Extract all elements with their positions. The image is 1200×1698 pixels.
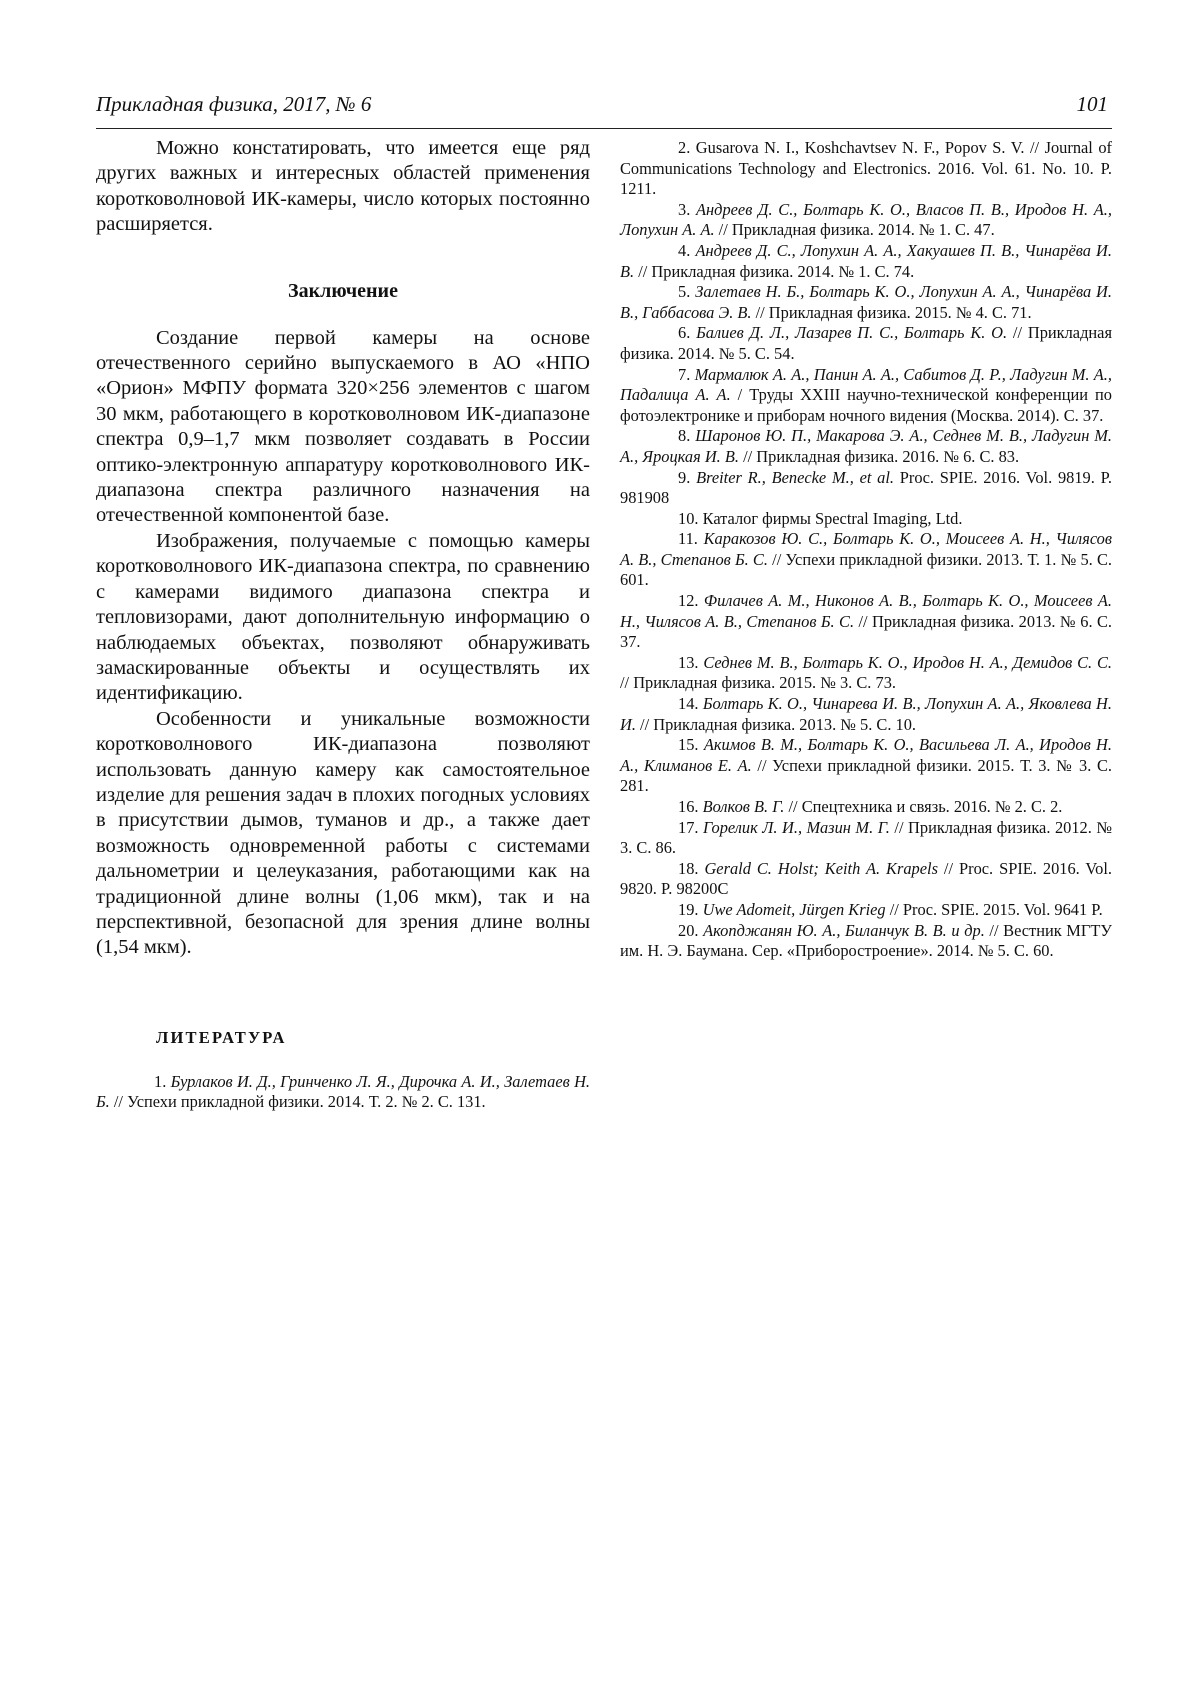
reference-authors: Филачев А. М., Никонов А. В., Болтарь К. О., Моисеев А. Н., Чилясов А. В., Степанов Б. С. [620,591,1112,631]
reference-number: 5. [678,282,691,302]
reference-source: // Прикладная физика. 2014. № 5. С. 54. [620,323,1112,363]
reference-item [620,241,1112,282]
reference-number: 6. [678,323,691,343]
reference-source: // Прикладная физика. 2014. № 1. С. 47. [714,220,995,240]
reference-item [620,694,1112,735]
reference-item [620,818,1112,859]
reference-authors: Волков В. Г. [702,797,785,816]
reference-item [620,365,1112,427]
reference-source: // Прикладная физика. 2012. № 3. С. 86. [620,817,1112,858]
reference-source: // Вестник МГТУ им. Н. Э. Баумана. Сер. «Приборостроение». 2014. № 5. С. 60. [620,920,1112,961]
reference-number: 17. [678,817,699,837]
reference-source: // Прикладная физика. 2015. № 3. С. 73. [620,673,896,693]
literature-heading: ЛИТЕРАТУРА [156,1027,287,1047]
reference-item [620,323,1112,364]
reference-source: // Спецтехника и связь. 2016. № 2. С. 2. [784,797,1063,816]
reference-number: 11. [678,529,698,549]
conclusion-paragraph: Особенности и уникальные возможности коротковолнового ИК-диапазона позволяют использовать данную камеру как самостоятельное изделие для решения задач в плохих погодных условиях в присутствии дымов, туманов и др., а также дает возможность одновременной работы с системами дальнометрии и целеуказания, работающими как на традиционной длине волны (1,06 мкм), так и на перспективной, безопасной для зрения длине волны (1,54 мкм). [96,707,590,959]
right-column [620,138,1112,962]
reference-item [620,426,1112,467]
reference-number: 18. [678,858,699,878]
reference-source: Proc. SPIE. 2016. Vol. 9819. P. 981908 [620,467,1112,508]
reference-number: 15. [678,735,699,755]
conclusion-paragraph: Изображения, получаемые с помощью камеры коротковолнового ИК-диапазона спектра, по сравнению с камерами видимого диапазона спектра и тепловизорами, дают дополнительную информацию о наблюдаемых объектах, позволяют обнаруживать замаскированные объекты и осуществлять их идентификацию. [96,529,590,705]
reference-list-right [620,138,1112,962]
reference-source: // Прикладная физика. 2013. № 5. С. 10. [635,714,917,734]
reference-number: 2. [678,138,691,157]
reference-item [620,468,1112,509]
reference-authors: Андреев Д. С., Лопухин А. А., Хакуашев П. В., Чинарёва И. В. [620,240,1112,281]
reference-source: Gusarova N. I., Koshchavtsev N. F., Popov S. V. // Journal of Communications Technology and Electronics. 2016. Vol. 61. No. 10. P. 1211. [620,138,1112,199]
reference-list-left [96,1072,590,1113]
reference-number: 1. [154,1071,167,1091]
journal-title: Прикладная физика, 2017, № 6 [96,92,372,116]
reference-item [620,735,1112,797]
conclusion-paragraph: Создание первой камеры на основе отечественного серийно выпускаемого в АО «НПО «Орион» МФПУ формата 320×256 элементов с шагом 30 мкм, работающего в коротковолновом ИК-диапазоне спектра 0,9–1,7 мкм позволяет создавать в России оптико-электронную аппаратуру коротковолнового ИК-диапазона спектра различного назначения на отечественной компонентой базе. [96,326,590,527]
reference-number: 20. [678,920,699,940]
reference-item [620,200,1112,241]
reference-source: // Прикладная физика. 2015. № 4. С. 71. [751,302,1032,322]
reference-source: // Успехи прикладной физики. 2013. Т. 1. № 5. С. 601. [620,549,1112,590]
reference-authors: Шаронов Ю. П., Макарова Э. А., Седнев М. В., Ладугин М. А., Яроцкая И. В. [620,426,1112,466]
reference-source: // Прикладная физика. 2014. № 1. С. 74. [634,261,915,281]
reference-number: 8. [678,426,691,446]
reference-number: 14. [678,694,699,714]
reference-number: 12. [678,591,699,611]
reference-source: // Прикладная физика. 2016. № 6. С. 83. [738,446,1020,466]
reference-authors: Горелик Л. И., Мазин М. Г. [703,817,890,837]
reference-item [620,509,1112,530]
reference-authors: Болтарь К. О., Чинарева И. В., Лопухин А. А., Яковлева Н. И. [620,694,1112,734]
reference-authors: Андреев Д. С., Болтарь К. О., Власов П. В., Иродов Н. А., Лопухин А. А. [620,199,1112,240]
reference-item [620,900,1112,921]
reference-authors: Breiter R., Benecke M., et al. [696,467,895,487]
reference-authors: Каракозов Ю. С., Болтарь К. О., Моисеев А. Н., Чилясов А. В., Степанов Б. С. [620,529,1112,569]
reference-number: 4. [678,240,691,260]
reference-authors: Залетаев Н. Б., Болтарь К. О., Лопухин А. А., Чинарёва И. В., Габбасова Э. В. [620,282,1112,322]
page-number: 101 [1076,92,1108,116]
reference-authors: Балиев Д. Л., Лазарев П. С., Болтарь К. О. [696,323,1008,343]
running-header [96,88,1112,129]
reference-number: 7. [678,364,691,384]
left-column [96,136,590,1113]
reference-source: // Успехи прикладной физики. 2015. Т. 3. № 3. С. 281. [620,755,1112,796]
reference-item [620,859,1112,900]
reference-item [620,653,1112,694]
reference-item [620,529,1112,591]
reference-authors: Седнев М. В., Болтарь К. О., Иродов Н. А., Демидов С. С. [703,652,1112,672]
reference-item [96,1072,590,1113]
reference-authors: Uwe Adomeit, Jürgen Krieg [702,899,886,919]
reference-source: // Успехи прикладной физики. 2014. Т. 2. № 2. С. 131. [109,1092,486,1112]
reference-number: 13. [678,652,699,672]
reference-source: / Труды XXIII научно-технической конференции по фотоэлектронике и приборам ночного видения (Москва. 2014). С. 37. [620,385,1112,425]
reference-source: // Proc. SPIE. 2015. Vol. 9641 P. [885,899,1103,919]
conclusion-heading: Заключение [288,279,398,302]
reference-item [620,138,1112,200]
reference-item [620,921,1112,962]
reference-item [620,797,1112,818]
reference-authors: Акопджанян Ю. А., Биланчук В. В. и др. [703,920,985,940]
reference-number: 3. [678,199,691,219]
reference-authors: Gerald C. Holst; Keith A. Krapels [704,858,938,878]
reference-item [620,282,1112,323]
reference-authors: Бурлаков И. Д., Гринченко Л. Я., Дирочка А. И., Залетаев Н. Б. [96,1071,591,1112]
reference-authors: Мармалюк А. А., Панин А. А., Сабитов Д. Р., Ладугин М. А., Падалица А. А. [620,364,1112,405]
reference-number: 16. [678,797,699,816]
reference-item [620,591,1112,653]
reference-number: 19. [678,899,699,919]
reference-source: // Proc. SPIE. 2016. Vol. 9820. P. 98200C [620,858,1112,899]
intro-paragraph: Можно констатировать, что имеется еще ряд других важных и интересных областей применения коротковолновой ИК-камеры, число которых постоянно расширяется. [96,137,590,236]
reference-number: 10. [678,508,699,528]
reference-source: Каталог фирмы Spectral Imaging, Ltd. [702,508,963,528]
reference-number: 9. [678,467,691,487]
reference-source: // Прикладная физика. 2013. № 6. С. 37. [620,611,1112,652]
reference-authors: Акимов В. М., Болтарь К. О., Васильева Л. А., Иродов Н. А., Климанов Е. А. [620,735,1112,775]
